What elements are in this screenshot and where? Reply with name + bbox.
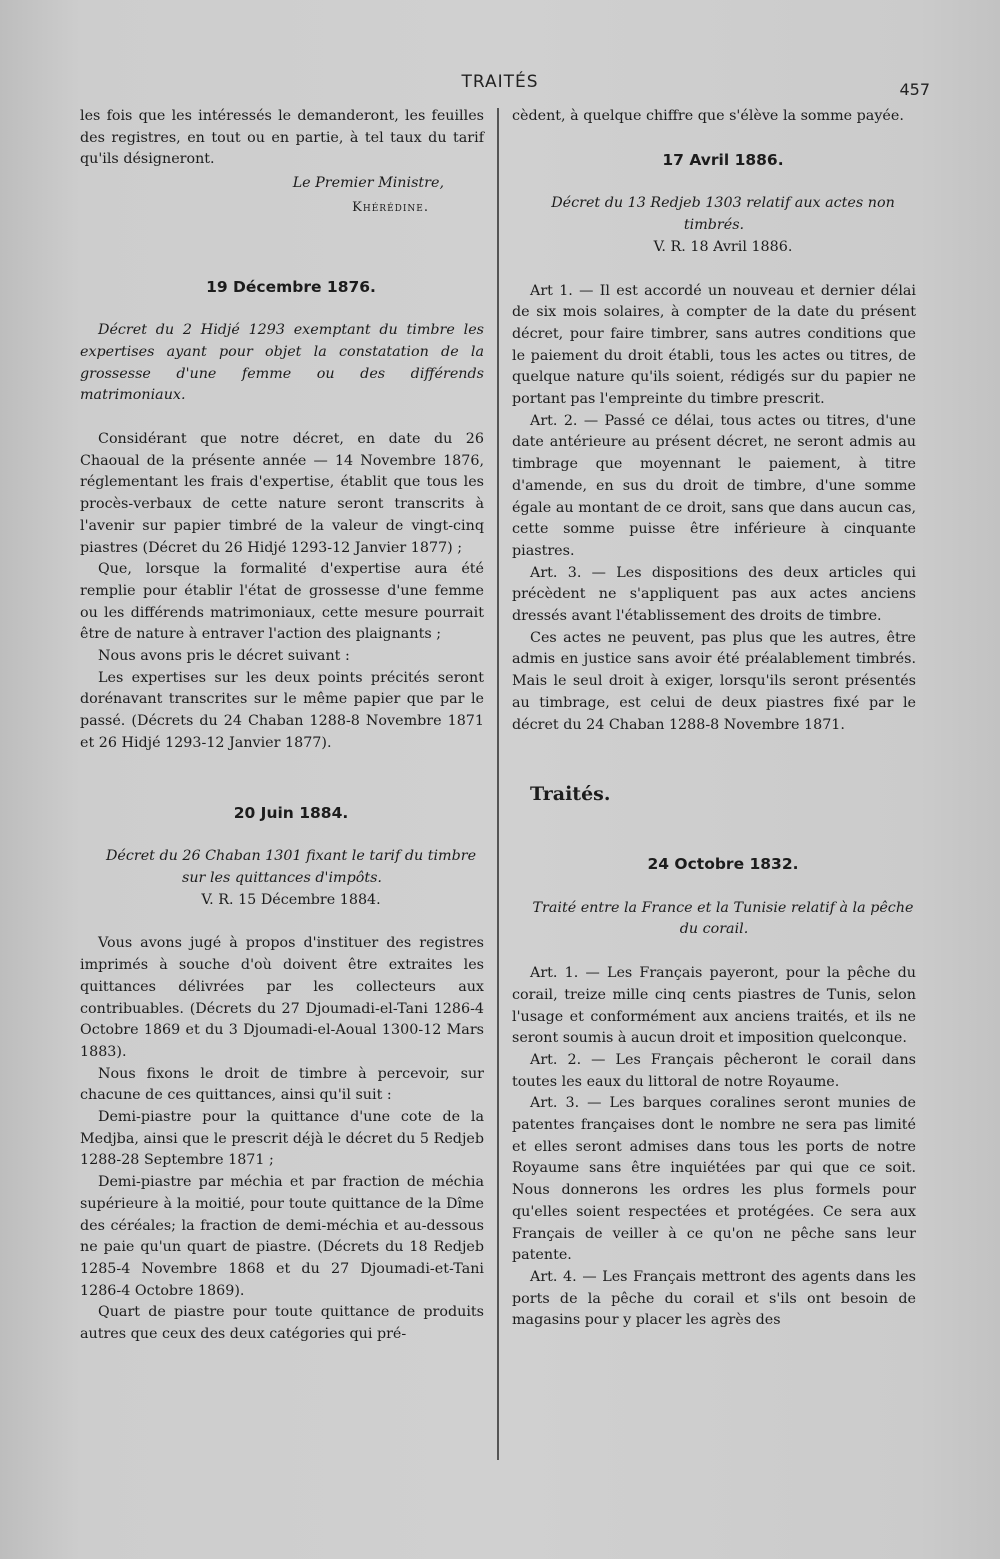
article: Art. 2. — Les Français pêcheront le corail dans toutes les eaux du littoral de notre Royaume. — [512, 1051, 916, 1090]
treaty-title: Traité entre la France et la Tunisie relatif à la pêche du corail. — [532, 899, 914, 938]
signature-name: Khérédine. — [352, 199, 429, 215]
paragraph: Les expertises sur les deux points précités seront dorénavant transcrites sur le même papier que par le passé. (Décrets du 24 Chaban 1288-8 Novembre 1871 et 26 Hidjé 1293-12 Janvier 1877). — [80, 669, 484, 751]
decree-title: Décret du 13 Redjeb 1303 relatif aux actes non timbrés. — [551, 195, 895, 234]
paragraph: Demi-piastre par méchia et par fraction de méchia supérieure à la moitié, pour toute quittance de la Dîme des céréales; la fraction de demi-méchia et au-dessous ne paie qu'un quart de piastre. (Décrets du 18 Redjeb 1285-4 Novembre 1868 et du 27 Djoumadi-et-Tani 1286-4 Octobre 1869). — [80, 1174, 484, 1299]
publication-reference: V. R. 15 Décembre 1884. — [201, 891, 381, 908]
paragraph: Nous avons pris le décret suivant : — [98, 648, 350, 665]
publication-reference: V. R. 18 Avril 1886. — [653, 238, 793, 255]
decree-date: 20 Juin 1884. — [233, 803, 349, 822]
decree-title: Décret du 26 Chaban 1301 fixant le tarif du timbre sur les quittances d'impôts. — [105, 848, 477, 886]
paragraph: Demi-piastre pour la quittance d'une cote de la Medjba, ainsi que le prescrit déjà le décret du 5 Redjeb 1288-28 Septembre 1871 ; — [80, 1109, 484, 1169]
paragraph: Considérant que notre décret, en date du 26 Chaoual de la présente année — 14 Novembre 1876, réglementant les frais d'expertise, établit que tous les procès-verbaux de cette nature seront transcrits à l'avenir sur papier timbré de la valeur de vingt-cinq piastres (Décret du 26 Hidjé 1293-12 Janvier 1877) ; — [80, 431, 484, 556]
decree-title: Décret du 2 Hidjé 1293 exemptant du timbre les expertises ayant pour objet la constatation de la grossesse d'une femme ou des différends matrimoniaux. — [80, 322, 484, 404]
paragraph: Vous avons jugé à propos d'instituer des registres imprimés à souche d'où doivent être extraites les quittances délivrées par les collecteurs aux contribuables. (Décrets du 27 Djoumadi-el-Tani 1286-4 Octobre 1869 et du 3 Djoumadi-el-Aoual 1300-12 Mars 1883). — [80, 935, 484, 1060]
decree-date: 17 Avril 1886. — [662, 150, 784, 169]
right-column — [512, 106, 916, 1332]
treaty-date: 24 Octobre 1832. — [647, 854, 799, 873]
article: Art. 4. — Les Français mettront des agents dans les ports de la pêche du corail et s'ils ont besoin de magasins pour y placer les agrès des — [512, 1268, 916, 1329]
left-column — [80, 106, 484, 1346]
decree-date: 19 Décembre 1876. — [206, 277, 376, 296]
article: Art. 3. — Les dispositions des deux articles qui précèdent ne s'appliquent pas aux actes anciens dressés avant l'établissement des droits de timbre. — [512, 564, 916, 625]
article: Art. 2. — Passé ce délai, tous actes ou titres, d'une date antérieure au présent décret, ne seront admis au timbrage que moyennant le paiement, à titre d'amende, en sus du droit de timbre, d'une somme égale au montant de ce droit, sans que dans aucun cas, cette somme puisse être inférieure à cinquante piastres. — [512, 412, 916, 559]
paragraph: Quart de piastre pour toute quittance de produits autres que ceux des deux catégories qui pré- — [80, 1304, 484, 1343]
article: Art 1. — Il est accordé un nouveau et dernier délai de six mois solaires, à compter de la date du présent décret, pour faire timbrer, sans autres conditions que le paiement du droit établi, tous les actes ou titres, de quelque nature qu'ils soient, rédigés sur du papier ne portant pas l'empreinte du timbre prescrit. — [512, 282, 916, 408]
running-title: TRAITÉS — [461, 72, 539, 92]
carryover-text: les fois que les intéressés le demanderont, les feuilles des registres, en tout ou en partie, à tel taux du tarif qu'ils désigneront. — [80, 108, 484, 168]
article: Art. 3. — Les barques coralines seront munies de patentes françaises dont le nombre ne sera pas limité et elles seront admises dans tous les ports de notre Royaume sans être inquiétées par qui que ce soit. Nous donnerons les ordres les plus formels pour qu'elles soient respectées et protégées. Ce sera aux Français de veiller à ce qu'on ne pêche sans leur patente. — [512, 1095, 916, 1264]
paragraph: Ces actes ne peuvent, pas plus que les autres, être admis en justice sans avoir été préalablement timbrés. Mais le seul droit à exiger, lorsqu'ils seront présentés au timbrage, est celui de deux piastres fixé par le décret du 24 Chaban 1288-8 Novembre 1871. — [512, 629, 916, 733]
signature-title: Le Premier Ministre, — [292, 175, 444, 192]
carryover-text: cèdent, à quelque chiffre que s'élève la somme payée. — [512, 108, 904, 124]
section-heading: Traités. — [530, 783, 611, 806]
paragraph: Nous fixons le droit de timbre à percevoir, sur chacune de ces quittances, ainsi qu'il suit : — [80, 1065, 484, 1104]
article: Art. 1. — Les Français payeront, pour la pêche du corail, treize mille cinq cents piastres de Tunis, selon l'usage et conformément aux anciens traités, et ils ne seront soumis à aucun droit et imposition quelconque. — [512, 965, 916, 1047]
page-number: 457 — [899, 80, 930, 99]
paragraph: Que, lorsque la formalité d'expertise aura été remplie pour établir l'état de grossesse d'une femme ou les différends matrimoniaux, cette mesure pourrait être de nature à entraver l'action des plaignants ; — [80, 561, 484, 643]
column-divider — [497, 108, 499, 1460]
